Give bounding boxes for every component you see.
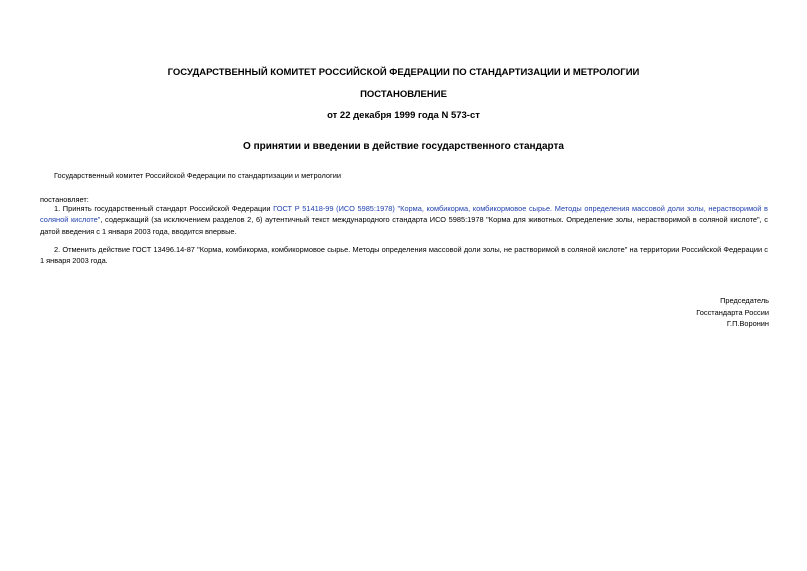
signature-name: Г.П.Воронин xyxy=(726,319,769,328)
item-1-text-before: 1. Принять государственный стандарт Российской Федерации xyxy=(54,204,274,213)
signature-title: Председатель xyxy=(720,296,769,305)
signature-org: Госстандарта России xyxy=(696,307,769,317)
item-2-paragraph: 2. Отменить действие ГОСТ 13496.14-87 "Корма, комбикорма, комбикормовое сырье. Методы определения массовой доли золы, не растворимой в соляной кислоте" на территории Российской Федерации с 1 января 2003 года. xyxy=(40,245,768,266)
decree-word: постановляет: xyxy=(40,195,89,204)
gost-51418-link[interactable]: ГОСТ Р 51418-99 (ИСО 5985:1978) "Корма, комбикорма, комбикормовое сырье. Методы определения массовой доли золы, нерастворимой в соляной кислоте" xyxy=(40,204,768,225)
signature-block xyxy=(696,295,769,330)
date-and-number: от 22 декабря 1999 года N 573-ст xyxy=(327,110,480,121)
item-1-paragraph xyxy=(40,203,768,237)
item-1-text-after: , содержащий (за исключением разделов 2, 6) аутентичный текст международного стандарта ИСО 5985:1978 "Корма для животных. Определение золы, нерастворимой в соляной кислоте", с датой введения с 1 января 2003 года, вводится впервые. xyxy=(40,215,768,236)
intro-paragraph: Государственный комитет Российской Федерации по стандартизации и метрологии xyxy=(54,171,341,180)
committee-title: ГОСУДАРСТВЕННЫЙ КОМИТЕТ РОССИЙСКОЙ ФЕДЕРАЦИИ ПО СТАНДАРТИЗАЦИИ И МЕТРОЛОГИИ xyxy=(167,67,640,78)
document-subject: О принятии и введении в действие государственного стандарта xyxy=(243,141,564,152)
document-type: ПОСТАНОВЛЕНИЕ xyxy=(360,89,447,100)
